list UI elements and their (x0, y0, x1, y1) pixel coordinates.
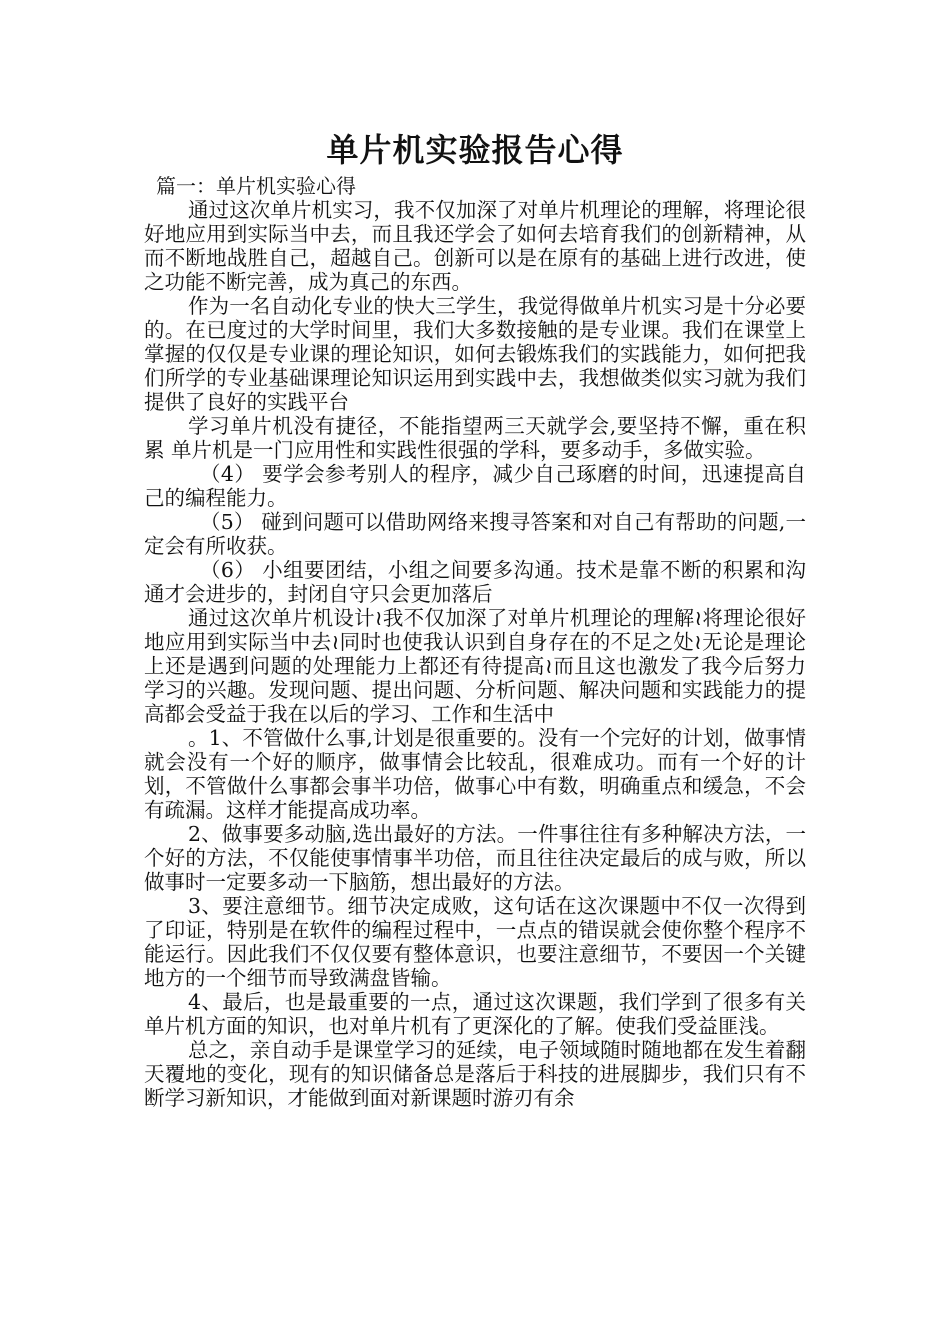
paragraph-point-2: 2、做事要多动脑,选出最好的方法。一件事往往有多种解决方法，一个好的方法，不仅能使事情事半功倍，而且往往决定最后的成与败，所以做事时一定要多动一下脑筋，想出最好的方法。 (144, 822, 806, 894)
paragraph-conclusion: 总之，亲自动手是课堂学习的延续，电子领域随时随地都在发生着翻天覆地的变化，现有的知识储备总是落后于科技的进展脚步，我们只有不断学习新知识，才能做到面对新课题时游刃有余 (144, 1038, 806, 1110)
paragraph-3: 学习单片机没有捷径，不能指望两三天就学会,要坚持不懈，重在积累 单片机是一门应用性和实践性很强的学科，要多动手，多做实验。 (144, 414, 806, 462)
document-page (144, 128, 806, 1110)
paragraph-item-5: （5） 碰到问题可以借助网络来搜寻答案和对自己有帮助的问题,一定会有所收获。 (144, 510, 806, 558)
paragraph-point-4: 4、最后，也是最重要的一点，通过这次课题，我们学到了很多有关单片机方面的知识，也对单片机有了更深化的了解。使我们受益匪浅。 (144, 990, 806, 1038)
paragraph-1: 通过这次单片机实习，我不仅加深了对单片机理论的理解，将理论很好地应用到实际当中去，而且我还学会了如何去培育我们的创新精神，从而不断地战胜自己，超越自己。创新可以是在原有的基础上进行改进，使之功能不断完善，成为真己的东西。 (144, 198, 806, 294)
document-title: 单片机实验报告心得 (326, 131, 624, 169)
paragraph-item-4: （4） 要学会参考别人的程序，减少自己琢磨的时间，迅速提高自己的编程能力。 (144, 462, 806, 510)
paragraph-2: 作为一名自动化专业的快大三学生，我觉得做单片机实习是十分必要的。在已度过的大学时间里，我们大多数接触的是专业课。我们在课堂上掌握的仅仅是专业课的理论知识，如何去锻炼我们的实践能力，如何把我们所学的专业基础课理论知识运用到实践中去，我想做类似实习就为我们提供了良好的实践平台 (144, 294, 806, 414)
paragraph-point-1: 。1、不管做什么事,计划是很重要的。没有一个完好的计划，做事情就会没有一个好的顺序，做事情会比较乱，很难成功。而有一个好的计划，不管做什么事都会事半功倍，做事心中有数，明确重点和缓急，不会有疏漏。这样才能提高成功率。 (144, 726, 806, 822)
paragraph-point-3: 3、要注意细节。细节决定成败，这句话在这次课题中不仅一次得到了印证，特别是在软件的编程过程中，一点点的错误就会使你整个程序不能运行。因此我们不仅仅要有整体意识，也要注意细节，不要因一个关键地方的一个细节而导致满盘皆输。 (144, 894, 806, 990)
section-heading: 篇一：单片机实验心得 (156, 174, 356, 198)
paragraph-item-6: （6） 小组要团结，小组之间要多沟通。技术是靠不断的积累和沟通才会进步的，封闭自守只会更加落后 (144, 558, 806, 606)
paragraph-7: 通过这次单片机设计≀我不仅加深了对单片机理论的理解≀将理论很好地应用到实际当中去≀同时也使我认识到自身存在的不足之处≀无论是理论上还是遇到问题的处理能力上都还有待提高≀而且这也激发了我今后努力学习的兴趣。发现问题、提出问题、分析问题、解决问题和实践能力的提高都会受益于我在以后的学习、工作和生活中 (144, 606, 806, 726)
